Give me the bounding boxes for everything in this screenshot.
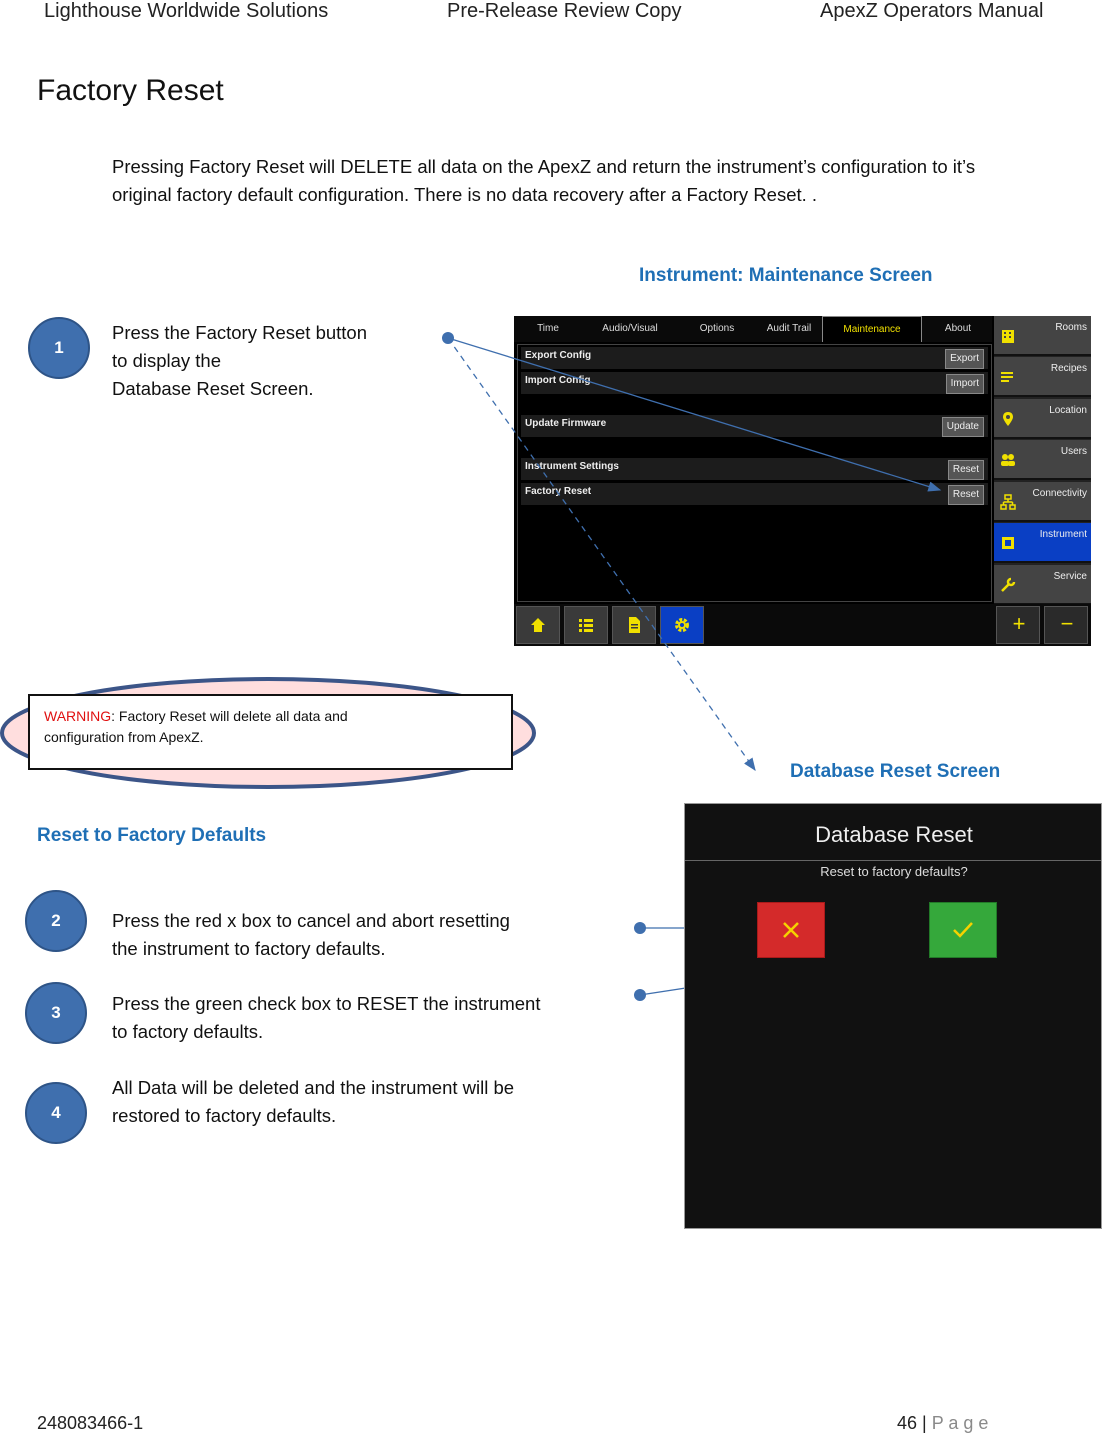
row-label: Import Config <box>525 375 591 386</box>
page-separator: | <box>917 1413 932 1433</box>
arrow-to-factory-reset <box>448 338 940 490</box>
close-icon <box>758 903 824 957</box>
check-icon <box>930 903 996 957</box>
step-1-line-1: Press the Factory Reset button <box>112 322 368 343</box>
tab-options[interactable]: Options <box>699 323 735 334</box>
tab-maintenance[interactable]: Maintenance <box>822 316 922 342</box>
page-footer <box>897 1413 988 1434</box>
warning-line-2: configuration from ApexZ. <box>44 729 204 745</box>
sidebar-item-label: Service <box>1053 571 1087 582</box>
warning-line-1 <box>44 706 497 727</box>
header-company: Lighthouse Worldwide Solutions <box>44 0 329 22</box>
reset-heading: Reset to Factory Defaults <box>37 825 267 846</box>
step-2-text <box>112 907 612 963</box>
step-2-badge: 2 <box>25 890 87 952</box>
step-1-line-3: Database Reset Screen. <box>112 378 314 399</box>
step-4-badge: 4 <box>25 1082 87 1144</box>
update-button[interactable]: Update <box>942 417 984 437</box>
step-4-line-2: restored to factory defaults. <box>112 1105 337 1126</box>
tab-time[interactable]: Time <box>537 323 559 334</box>
divider <box>685 860 1102 861</box>
sidebar-item-label: Instrument <box>1039 529 1087 540</box>
header-manual: ApexZ Operators Manual <box>820 0 1044 22</box>
cancel-button[interactable] <box>757 902 825 958</box>
step-2-line-1: Press the red x box to cancel and abort resetting <box>112 910 510 931</box>
sidebar-item-label: Connectivity <box>1032 488 1087 499</box>
row-label: Factory Reset <box>525 486 592 497</box>
confirm-button[interactable] <box>929 902 997 958</box>
sidebar-item-label: Location <box>1049 405 1087 416</box>
sidebar-item-label: Rooms <box>1055 322 1087 333</box>
maintenance-caption: Instrument: Maintenance Screen <box>639 265 933 286</box>
step-1-line-2: to display the <box>112 350 222 371</box>
database-reset-title: Database Reset <box>815 822 973 847</box>
row-label: Export Config <box>525 350 592 361</box>
database-reset-prompt: Reset to factory defaults? <box>820 864 968 879</box>
step-3-text <box>112 990 612 1046</box>
export-button[interactable]: Export <box>945 349 984 369</box>
sidebar-item-label: Users <box>1060 446 1087 457</box>
intro-line-2: original factory default configuration. There is no data recovery after a Factory Reset. . <box>112 184 818 205</box>
row-label: Update Firmware <box>525 418 607 429</box>
step-1-badge: 1 <box>28 317 90 379</box>
warning-text: : Factory Reset will delete all data and <box>111 708 348 724</box>
step-2-line-2: the instrument to factory defaults. <box>112 938 386 959</box>
tab-about[interactable]: About <box>944 323 972 334</box>
step-3-line-1: Press the green check box to RESET the instrument <box>112 993 541 1014</box>
step-4-line-1: All Data will be deleted and the instrument will be <box>112 1077 515 1098</box>
instrument-settings-reset-button[interactable]: Reset <box>948 460 984 480</box>
row-label: Instrument Settings <box>525 461 619 472</box>
minus-icon: − <box>1060 611 1074 636</box>
warning-label: WARNING <box>44 708 112 724</box>
page-word: P a g e <box>931 1413 989 1433</box>
intro-line-1: Pressing Factory Reset will DELETE all data on the ApexZ and return the instrument’s configuration to it’s <box>112 156 976 177</box>
step-3-line-2: to factory defaults. <box>112 1021 264 1042</box>
tab-audit-trail[interactable]: Audit Trail <box>766 323 812 334</box>
sidebar-item-label: Recipes <box>1050 363 1087 374</box>
doc-number: 248083466-1 <box>37 1413 144 1433</box>
step-3-badge: 3 <box>25 982 87 1044</box>
plus-icon: + <box>1012 611 1026 636</box>
import-button[interactable]: Import <box>946 374 984 394</box>
header-review: Pre-Release Review Copy <box>447 0 682 22</box>
step-4-text <box>112 1074 612 1130</box>
factory-reset-button[interactable]: Reset <box>948 485 984 505</box>
warning-box <box>28 694 513 770</box>
page-number: 46 <box>897 1413 918 1433</box>
tab-audio-visual[interactable]: Audio/Visual <box>602 323 658 334</box>
database-reset-screenshot <box>684 803 1102 1229</box>
page-title: Factory Reset <box>37 74 224 107</box>
database-caption: Database Reset Screen <box>790 761 1001 782</box>
